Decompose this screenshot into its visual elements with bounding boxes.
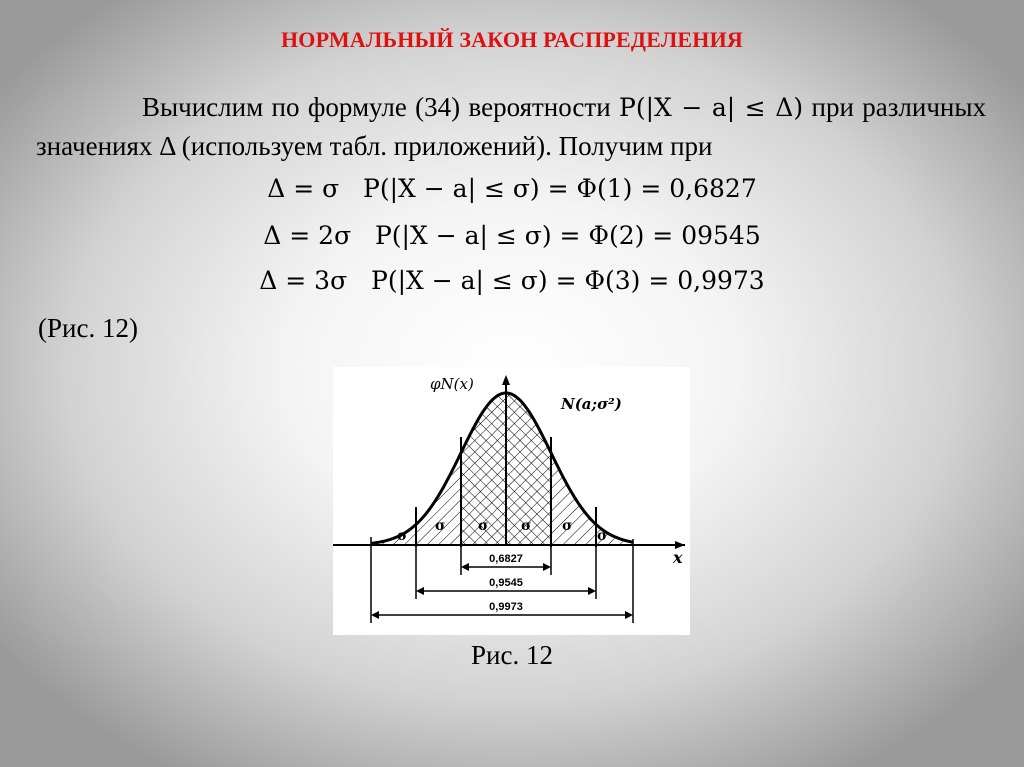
equation-2: [0, 221, 1024, 250]
interval-label-3: 0,9973: [489, 601, 523, 613]
figure-caption: Рис. 12: [471, 640, 553, 670]
sigma-label: σ: [562, 518, 573, 534]
intro-paragraph: [36, 88, 986, 165]
intro-text-2: при различных значениях Δ (используем табл. приложений). Получим при: [36, 92, 987, 161]
equation-delta: Δ = 3σ: [259, 266, 348, 295]
equation-1: [0, 174, 1024, 203]
sigma-label: σ: [597, 528, 608, 544]
sigma-label: σ: [478, 518, 489, 534]
equation-expression: P(|X − a| ≤ σ) = Φ(2) = 09545: [374, 221, 761, 250]
probability-formula: P(|X − a| ≤ Δ): [619, 93, 804, 122]
interval-label-2: 0,9545: [489, 577, 523, 589]
interval-label-1: 0,6827: [489, 553, 523, 565]
equation-expression: P(|X − a| ≤ σ) = Φ(1) = 0,6827: [363, 174, 757, 203]
equation-expression: P(|X − a| ≤ σ) = Φ(3) = 0,9973: [371, 266, 765, 295]
curve-label: N(a;σ²): [561, 395, 622, 413]
sigma-label: σ: [435, 518, 446, 534]
equation-delta: Δ = 2σ: [263, 221, 352, 250]
sigma-label: σ: [521, 518, 532, 534]
equation-delta: Δ = σ: [267, 174, 340, 203]
sigma-label: σ: [397, 528, 408, 544]
slide-title: НОРМАЛЬНЫЙ ЗАКОН РАСПРЕДЕЛЕНИЯ: [280, 27, 744, 52]
x-axis-label: x: [673, 548, 683, 567]
y-axis-arrow: [502, 375, 510, 385]
y-axis-label: φN(x): [430, 375, 474, 393]
normal-curve-diagram: [333, 367, 690, 635]
intro-text-1: Вычислим по формуле (34) вероятности: [142, 92, 611, 122]
equation-3: [0, 266, 1024, 295]
normal-distribution-figure: [333, 367, 690, 635]
figure-reference: (Рис. 12): [38, 313, 138, 343]
